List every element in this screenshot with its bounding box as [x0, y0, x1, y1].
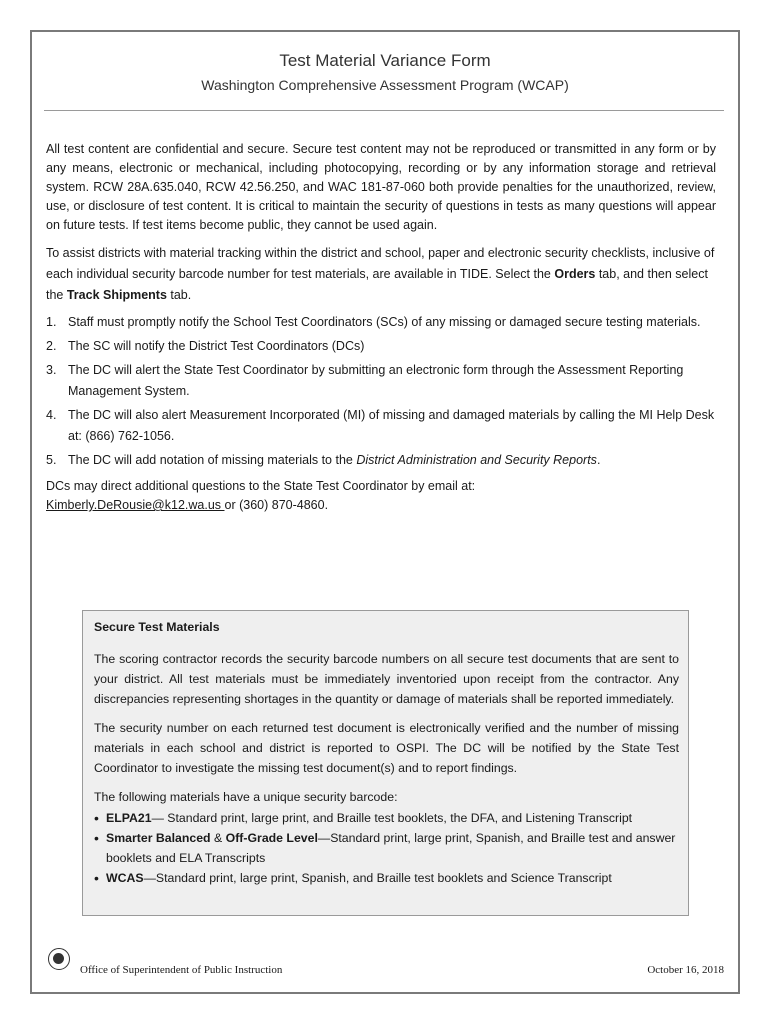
list-item: 5. The DC will add notation of missing materials to the District Administration and Security Reports. — [46, 453, 601, 467]
orders-tab-reference: Orders — [554, 267, 596, 281]
bullet-icon: • — [94, 870, 99, 886]
secure-test-materials-box — [82, 610, 689, 916]
list-item: • WCAS—Standard print, large print, Spanish, and Braille test booklets and Science Transcript — [94, 870, 612, 886]
email-link[interactable]: Kimberly.DeRousie@k12.wa.us — [46, 498, 225, 512]
footer-organization: Office of Superintendent of Public Instruction — [80, 964, 283, 976]
tracking-paragraph — [46, 243, 716, 306]
list-item: • ELPA21— Standard print, large print, and Braille test booklets, the DFA, and Listening Transcript — [94, 810, 633, 826]
track-shipments-tab-reference: Track Shipments — [66, 288, 167, 302]
bullet-icon: • — [94, 810, 99, 826]
box-paragraph-3: The following materials have a unique security barcode: — [94, 790, 398, 804]
confidentiality-paragraph: All test content are confidential and secure. Secure test content may not be reproduced or transmitted in any form or by any means, electronic or mechanical, including photocopying, recording or by any information storage and retrieval system. RCW 28A.635.040, RCW 42.56.250, and WAC 181-87-060 both provide penalties for the unauthorized, review, use, or disclosure of test content. It is critical to maintain the security of questions in tests as many questions will appear on future tests. If test items become public, they cannot be used again. — [46, 142, 716, 232]
contact-intro: DCs may direct additional questions to the State Test Coordinator by email at: — [46, 479, 476, 493]
list-item: 2. The SC will notify the District Test Coordinators (DCs) — [46, 339, 365, 353]
tracking-text-2: tab, and then select the — [46, 267, 708, 302]
list-item: • Smarter Balanced & Off-Grade Level—Standard print, large print, Spanish, and Braille test and answer booklets and ELA Transcripts — [94, 828, 679, 868]
notification-steps-list — [46, 312, 716, 471]
box-paragraph-1: The scoring contractor records the security barcode numbers on all secure test documents that are sent to your district. All test materials must be immediately inventoried upon receipt from the contractor. Any discrepancies representing shortages in the quantity or damage of materials shall be reported immediately. — [94, 652, 679, 706]
header-divider — [44, 110, 724, 111]
box-title: Secure Test Materials — [94, 620, 220, 634]
tracking-text-3: tab. — [166, 288, 192, 302]
tracking-text-1: To assist districts with material tracking within the district and school, paper and electronic security checklists, inclusive of each individual security barcode number for test materials, are available in TIDE. Select the — [46, 246, 715, 281]
list-item: 3. The DC will alert the State Test Coordinator by submitting an electronic form through the Assessment Reporting Management System. — [46, 363, 684, 398]
document-page — [30, 30, 740, 994]
contact-phone: or (360) 870-4860. — [224, 498, 329, 512]
page-subtitle: Washington Comprehensive Assessment Program (WCAP) — [201, 77, 569, 93]
list-item: 1. Staff must promptly notify the School Test Coordinators (SCs) of any missing or damaged secure testing materials. — [46, 315, 701, 329]
document-body — [46, 140, 716, 515]
contact-paragraph — [46, 477, 716, 515]
document-header — [32, 50, 738, 94]
barcode-materials-list — [94, 808, 679, 888]
bullet-icon: • — [94, 830, 99, 846]
page-title: Test Material Variance Form — [279, 51, 491, 70]
footer-date: October 16, 2018 — [647, 964, 724, 976]
security-reports-title: District Administration and Security Reports — [356, 453, 597, 467]
ospi-seal-icon — [48, 948, 70, 970]
list-item: 4. The DC will also alert Measurement Incorporated (MI) of missing and damaged materials by calling the MI Help Desk at: (866) 762-1056. — [46, 408, 715, 443]
box-paragraph-2: The security number on each returned test document is electronically verified and the number of missing materials in each school and district is reported to OSPI. The DC will be notified by the State Test Coordinator to investigate the missing test document(s) and to report findings. — [94, 721, 679, 775]
